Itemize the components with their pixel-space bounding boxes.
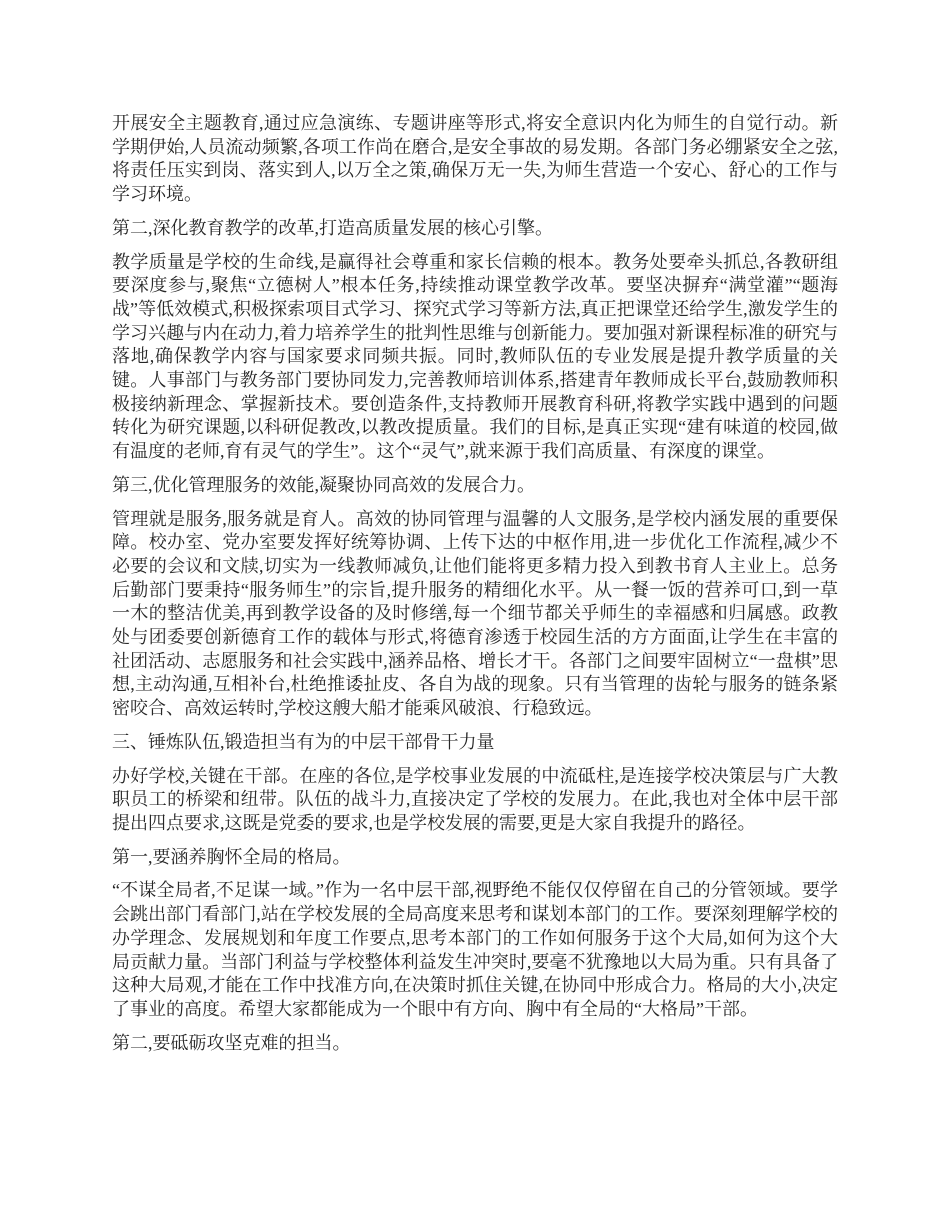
body-paragraph-safety-education: 开展安全主题教育,通过应急演练、专题讲座等形式,将安全意识内化为师生的自觉行动。新学期伊始,人员流动频繁,各项工作尚在磨合,是安全事故的易发期。各部门务必绷紧安全之弦,将责任压实到岗、落实到人,以万全之策,确保万无一失,为师生营造一个安心、舒心的工作与学习环境。: [112, 113, 838, 205]
heading-point-2-teaching-reform: 第二,深化教育教学的改革,打造高质量发展的核心引擎。: [112, 217, 553, 238]
body-paragraph-management-service: 管理就是服务,服务就是育人。高效的协同管理与温馨的人文服务,是学校内涵发展的重要保障。校办室、党办室要发挥好统筹协调、上传下达的中枢作用,进一步优化工作流程,减少不必要的会议和文牍,切实为一线教师减负,让他们能将更多精力投入到教书育人主业上。总务后勤部门要秉持“服务师生”的宗旨,提升服务的精细化水平。从一餐一饭的营养可口,到一草一木的整洁优美,再到教学设备的及时修缮,每一个细节都关乎师生的幸福感和归属感。政教处与团委要创新德育工作的载体与形式,将德育渗透于校园生活的方方面面,让学生在丰富的社团活动、志愿服务和社会实践中,涵养品格、增长才干。各部门之间要牢固树立“一盘棋”思想,主动沟通,互相补台,杜绝推诿扯皮、各自为战的现象。只有当管理的齿轮与服务的链条紧密咬合、高效运转时,学校这艘大船才能乘风破浪、行稳致远。: [112, 508, 838, 719]
body-paragraph-cadre-importance: 办好学校,关键在干部。在座的各位,是学校事业发展的中流砥柱,是连接学校决策层与广大教职员工的桥梁和纽带。队伍的战斗力,直接决定了学校的发展力。在此,我也对全体中层干部提出四点要求,这既是党委的要求,也是学校发展的需要,更是大家自我提升的路径。: [112, 765, 838, 833]
heading-requirement-1-big-picture: 第一,要涵养胸怀全局的格局。: [112, 846, 351, 867]
body-paragraph-teaching-quality: 教学质量是学校的生命线,是赢得社会尊重和家长信赖的根本。教务处要牵头抓总,各教研组要深度参与,聚焦“立德树人”根本任务,持续推动课堂教学改革。要坚决摒弃“满堂灌”“题海战”等低效模式,积极探索项目式学习、探究式学习等新方法,真正把课堂还给学生,激发学生的学习兴趣与内在动力,着力培养学生的批判性思维与创新能力。要加强对新课程标准的研究与落地,确保教学内容与国家要求同频共振。同时,教师队伍的专业发展是提升教学质量的关键。人事部门与教务部门要协同发力,完善教师培训体系,搭建青年教师成长平台,鼓励教师积极接纳新理念、掌握新技术。要创造条件,支持教师开展教育科研,将教学实践中遇到的问题转化为研究课题,以科研促教改,以教改提质量。我们的目标,是真正实现“建有味道的校园,做有温度的老师,育有灵气的学生”。这个“灵气”,就来源于我们高质量、有深度的课堂。: [112, 251, 838, 462]
heading-point-3-management-service: 第三,优化管理服务的效能,凝聚协同高效的发展合力。: [112, 474, 535, 495]
heading-requirement-2-responsibility: 第二,要砥砺攻坚克难的担当。: [112, 1032, 351, 1053]
section-heading-3-cadre-team: 三、锤炼队伍,锻造担当有为的中层干部骨干力量: [112, 731, 495, 752]
document-body: [112, 112, 838, 1055]
body-paragraph-big-picture: “不谋全局者,不足谋一域。”作为一名中层干部,视野绝不能仅仅停留在自己的分管领域。要学会跳出部门看部门,站在学校发展的全局高度来思考和谋划本部门的工作。要深刻理解学校的办学理念、发展规划和年度工作要点,思考本部门的工作如何服务于这个大局,如何为这个大局贡献力量。当部门利益与学校整体利益发生冲突时,要毫不犹豫地以大局为重。只有具备了这种大局观,才能在工作中找准方向,在决策时抓住关键,在协同中形成合力。格局的大小,决定了事业的高度。希望大家都能成为一个眼中有方向、胸中有全局的“大格局”干部。: [112, 880, 838, 1019]
